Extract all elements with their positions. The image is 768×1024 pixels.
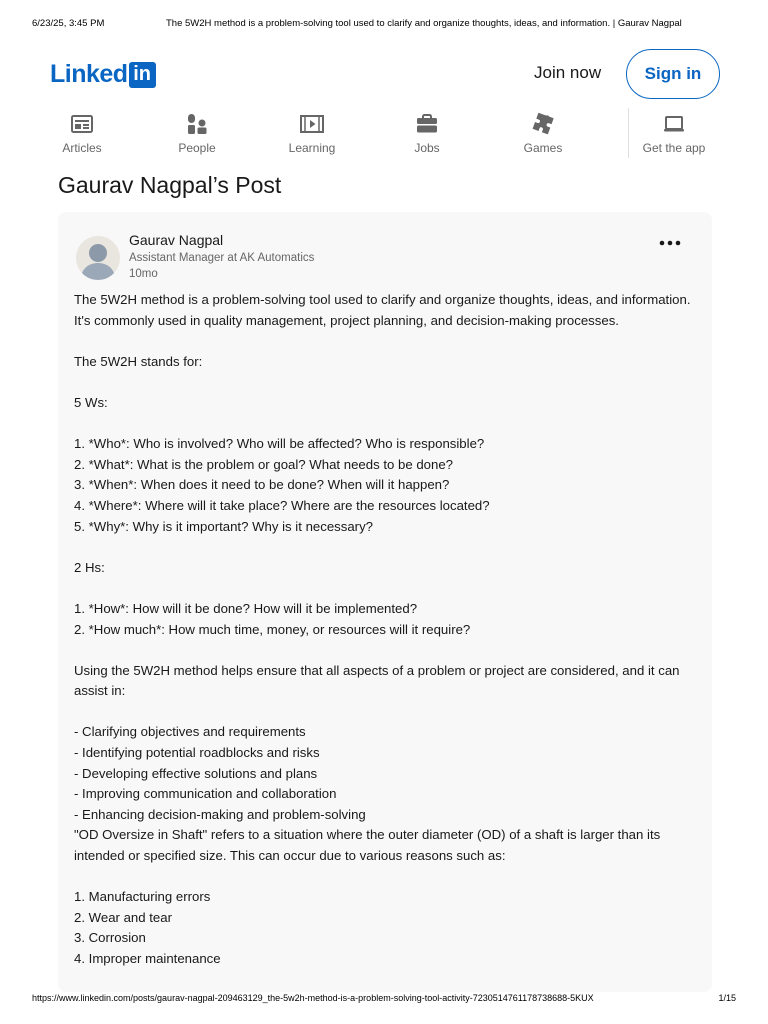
nav-item-learning[interactable] bbox=[270, 108, 354, 155]
post-text-line: The 5W2H method is a problem-solving tool used to clarify and organize thoughts, ideas, and information. bbox=[74, 292, 691, 307]
more-options-button[interactable] bbox=[658, 236, 682, 250]
post-text-line: 2 Hs: bbox=[74, 559, 105, 575]
post-blank-line bbox=[74, 578, 704, 599]
nav-label-jobs: Jobs bbox=[414, 141, 440, 155]
post-text-line: - Identifying potential roadblocks and risks bbox=[74, 745, 320, 761]
avatar[interactable] bbox=[76, 236, 120, 280]
sign-in-button[interactable]: Sign in bbox=[626, 49, 720, 99]
post-text-line: 2. *How much*: How much time, money, or resources will it require? bbox=[74, 621, 471, 637]
main-nav bbox=[40, 108, 728, 160]
learning-icon bbox=[300, 112, 324, 136]
post-timestamp: 10mo bbox=[129, 268, 158, 280]
post-text-line: 4. Improper maintenance bbox=[74, 951, 221, 966]
nav-item-people[interactable] bbox=[155, 108, 239, 155]
nav-item-jobs[interactable] bbox=[385, 108, 469, 155]
nav-item-games[interactable] bbox=[501, 108, 585, 155]
post-text-line: 5. *Why*: Why is it important? Why is it necessary? bbox=[74, 518, 374, 534]
post-text-line: 1. *Who*: Who is involved? Who will be affected? Who is responsible? bbox=[74, 436, 485, 452]
print-datetime: 6/23/25, 3:45 PM bbox=[32, 18, 105, 29]
ellipsis-icon bbox=[658, 236, 682, 250]
post-text-line: - Enhancing decision-making and problem-solving bbox=[74, 806, 366, 822]
games-icon bbox=[531, 112, 555, 136]
post-text-line: intended or specified size. This can occur due to various reasons such as: bbox=[74, 848, 506, 864]
post-text-line: 5 Ws: bbox=[74, 394, 108, 410]
nav-item-articles[interactable] bbox=[40, 108, 124, 155]
post-text-line: 4. *Where*: Where will it take place? Where are the resources located? bbox=[74, 497, 490, 513]
top-bar bbox=[48, 48, 720, 100]
print-header bbox=[32, 18, 736, 32]
post-text-line: 2. *What*: What is the problem or goal? What needs to be done? bbox=[74, 456, 453, 472]
post-text-line: It's commonly used in quality management, project planning, and decision-making processes. bbox=[74, 312, 619, 328]
nav-divider bbox=[628, 108, 629, 158]
post-text-line: - Improving communication and collaboration bbox=[74, 786, 337, 802]
post-card bbox=[58, 212, 712, 992]
post-author-name[interactable]: Gaurav Nagpal bbox=[129, 232, 224, 248]
post-text-line: assist in: bbox=[74, 683, 126, 699]
post-text-line: 3. *When*: When does it need to be done? When will it happen? bbox=[74, 477, 450, 493]
laptop-icon bbox=[662, 112, 686, 136]
post-blank-line bbox=[74, 414, 704, 435]
print-page-number: 1/15 bbox=[718, 993, 736, 1003]
nav-item-get-the-app[interactable] bbox=[632, 108, 716, 155]
avatar-placeholder-icon bbox=[76, 236, 120, 280]
post-text-line: 1. *How*: How will it be done? How will it be implemented? bbox=[74, 600, 418, 616]
linkedin-logo[interactable] bbox=[50, 60, 156, 89]
post-blank-line bbox=[74, 372, 704, 393]
post-text-line: Using the 5W2H method helps ensure that all aspects of a problem or project are considered, and it can bbox=[74, 662, 680, 678]
nav-label-people: People bbox=[178, 141, 216, 155]
post-blank-line bbox=[74, 331, 704, 352]
post-blank-line bbox=[74, 702, 704, 723]
logo-wordmark: Linked bbox=[50, 60, 128, 88]
logo-in-box: in bbox=[129, 62, 156, 88]
nav-label-articles: Articles bbox=[62, 141, 102, 155]
post-text-line: 3. Corrosion bbox=[74, 930, 146, 946]
page-title: Gaurav Nagpal’s Post bbox=[58, 172, 282, 198]
nav-label-games: Games bbox=[523, 141, 563, 155]
post-text-line: 2. Wear and tear bbox=[74, 909, 172, 925]
post-text-line: 1. Manufacturing errors bbox=[74, 889, 211, 905]
print-url: https://www.linkedin.com/posts/gaurav-nagpal-209463129_the-5w2h-method-is-a-problem-solving-tool-activity-7230514761178738688-5KUX bbox=[32, 993, 594, 1003]
join-now-link[interactable]: Join now bbox=[534, 63, 602, 82]
articles-icon bbox=[70, 112, 94, 136]
post-text-line: "OD Oversize in Shaft" refers to a situation where the outer diameter (OD) of a shaft is larger than its bbox=[74, 827, 661, 843]
post-blank-line bbox=[74, 640, 704, 661]
post-author-headline: Assistant Manager at AK Automatics bbox=[129, 252, 315, 264]
post-text-line: - Clarifying objectives and requirements bbox=[74, 724, 306, 740]
people-icon bbox=[185, 112, 209, 136]
post-text-line: - Developing effective solutions and plans bbox=[74, 765, 318, 781]
post-body bbox=[74, 290, 704, 970]
jobs-icon bbox=[415, 112, 439, 136]
nav-label-get-the-app: Get the app bbox=[642, 141, 706, 155]
nav-label-learning: Learning bbox=[288, 141, 336, 155]
post-blank-line bbox=[74, 867, 704, 888]
post-blank-line bbox=[74, 537, 704, 558]
post-text-line: The 5W2H stands for: bbox=[74, 353, 203, 369]
print-page-title: The 5W2H method is a problem-solving tool used to clarify and organize thoughts, ideas, and information. | Gaurav Nagpal bbox=[166, 18, 682, 29]
print-footer bbox=[32, 993, 736, 1007]
